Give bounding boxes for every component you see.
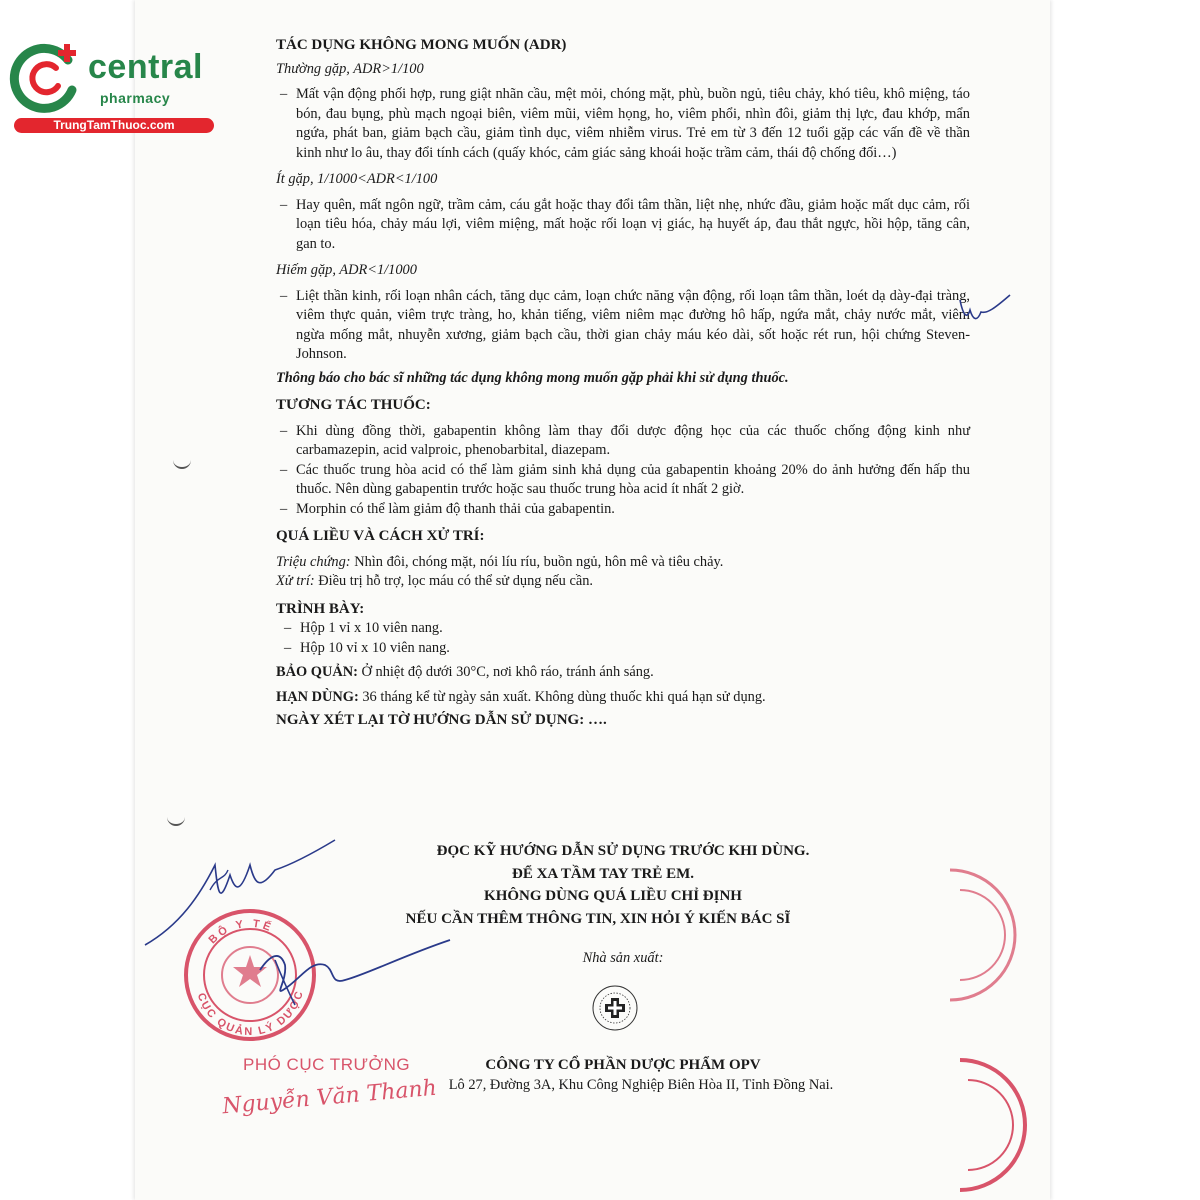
official-signature-icon [255,935,455,1025]
warning-line: ĐỌC KỸ HƯỚNG DẪN SỬ DỤNG TRƯỚC KHI DÙNG. [436,843,810,859]
symptoms-text: Nhìn đôi, chóng mặt, nói líu ríu, buồn ngủ, hôn mê và tiêu chảy. [350,553,724,570]
partial-stamp-icon [920,860,1020,1010]
adr-rare-label: Hiếm gặp, ADR<1/1000 [276,262,417,278]
overdose-symptoms [276,553,970,573]
official-name: Nguyễn Văn Thanh [221,1075,438,1120]
warning-line: KHÔNG DÙNG QUÁ LIỀU CHỈ ĐỊNH [484,888,742,904]
logo-sub: pharmacy [100,90,171,106]
adr-common-text: – Mất vận động phối hợp, rung giật nhãn cầu, mệt mỏi, chóng mặt, phù, buồn ngủ, tiêu chảy, khó tiêu, khô miệng, táo bón, đau bụng, phù mạch ngoại biên, viêm mũi, viêm họng, ho, viêm phổi, nhìn đôi, giảm thị lực, đau khớp, mẩn ngứa, phát ban, giảm bạch cầu, giảm tình dục, viêm nhiễm virus. Trẻ em từ 3 đến 12 tuổi gặp các vấn đề về thần kinh như lo âu, thay đổi tính cách (quấy khóc, cảm giác sảng khoái hoặc trầm cảm, thái độ chống đối…) [276,85,970,163]
overdose-title: QUÁ LIỀU VÀ CÁCH XỬ TRÍ: [276,528,485,544]
logo-mark-icon [10,38,90,118]
storage-label: BẢO QUẢN: [276,664,358,680]
punch-hole [167,812,185,826]
expiry-line [276,688,970,708]
manufacturer-label: Nhà sản xuất: [582,950,664,966]
adr-rare-text: – Liệt thần kinh, rối loạn nhân cách, tăng dục cảm, loạn chức năng vận động, rối loạn tâm thần, loét dạ dày-đại tràng, viêm thực quản, viêm trực tràng, ho, khản tiếng, viêm niêm mạc đường hô hấp, ngứa mắt, chảy nước mắt, viêm ngừa mống mắt, nhuyễn xương, giảm bạch cầu, thời gian chảy máu kéo dài, sốt hoặc rét run, hội chứng Steven-Johnson. [276,287,970,365]
adr-title: TÁC DỤNG KHÔNG MONG MUỐN (ADR) [276,37,567,53]
presentation-item: – Hộp 1 vỉ x 10 viên nang. [276,619,970,639]
warning-line: NẾU CẦN THÊM THÔNG TIN, XIN HỎI Ý KIẾN BÁC SĨ [405,910,791,927]
treatment-label: Xử trí: [276,573,315,589]
adr-uncommon-label: Ít gặp, 1/1000<ADR<1/100 [276,171,438,187]
initials-icon [955,290,1015,330]
review-line: NGÀY XÉT LẠI TỜ HƯỚNG DẪN SỬ DỤNG: …. [276,712,607,728]
expiry-text: 36 tháng kể từ ngày sản xuất. Không dùng thuốc khi quá hạn sử dụng. [358,688,766,705]
adr-uncommon-text: – Hay quên, mất ngôn ngữ, trầm cảm, cáu gắt hoặc thay đổi tâm thần, liệt nhẹ, nhức đầu, giảm hoặc mất dục cảm, rối loạn tiêu hóa, chảy máu lợi, viêm miệng, mất hoặc rối loạn vị giác, hạ huyết áp, đau thắt ngực, hồi hộp, tăng cân, gan to. [276,196,970,255]
warning-line: ĐỂ XA TẦM TAY TRẺ EM. [512,865,694,882]
storage-text: Ở nhiệt độ dưới 30°C, nơi khô ráo, tránh ánh sáng. [357,664,654,680]
interaction-item: – Morphin có thể làm giảm độ thanh thải của gabapentin. [276,500,970,520]
leaflet-content [276,36,970,731]
logo-brand: central [88,48,203,86]
central-pharmacy-logo[interactable] [10,38,215,138]
expiry-label: HẠN DÙNG: [276,688,359,705]
adr-common-label: Thường gặp, ADR>1/100 [276,60,424,77]
presentation-item: – Hộp 10 vỉ x 10 viên nang. [276,639,970,659]
interactions-title: TƯƠNG TÁC THUỐC: [276,397,431,413]
treatment-text: Điều trị hỗ trợ, lọc máu có thể sử dụng nếu cần. [314,573,594,589]
stamp-top-text: BỘ Y TẾ [206,917,275,947]
warnings-block [276,840,970,930]
interaction-item: – Khi dùng đồng thời, gabapentin không làm thay đổi dược động học của các thuốc chống động kinh như carbamazepin, acid valproic, phenobarbital, diazepam. [276,422,970,461]
logo-url[interactable]: TrungTamThuoc.com [14,118,214,133]
punch-hole [173,455,191,469]
official-title: PHÓ CỤC TRƯỞNG [243,1055,411,1074]
symptoms-label: Triệu chứng: [276,553,351,570]
stamp-bottom-text: CỤC QUẢN LÝ DƯỢC [194,988,307,1039]
partial-stamp-icon [950,1055,1020,1195]
manufacturer-logo-icon [590,983,640,1033]
adr-notice: Thông báo cho bác sĩ những tác dụng không mong muốn gặp phải khi sử dụng thuốc. [276,369,789,386]
presentation-title: TRÌNH BÀY: [276,600,365,617]
presentation-section [276,600,970,659]
manufacturer-company: CÔNG TY CỔ PHẦN DƯỢC PHẨM OPV [485,1057,761,1073]
storage-line [276,663,970,683]
address-text: Lô 27, Đường 3A, Khu Công Nghiệp Biên Hòa II, Tỉnh Đồng Nai. [448,1077,834,1093]
overdose-treatment [276,572,970,592]
interaction-item: – Các thuốc trung hòa acid có thể làm giảm sinh khả dụng của gabapentin khoảng 20% do ảnh hưởng đến hấp thu thuốc. Nên dùng gabapentin trước hoặc sau thuốc trung hòa acid ít nhất 2 giờ. [276,461,970,500]
